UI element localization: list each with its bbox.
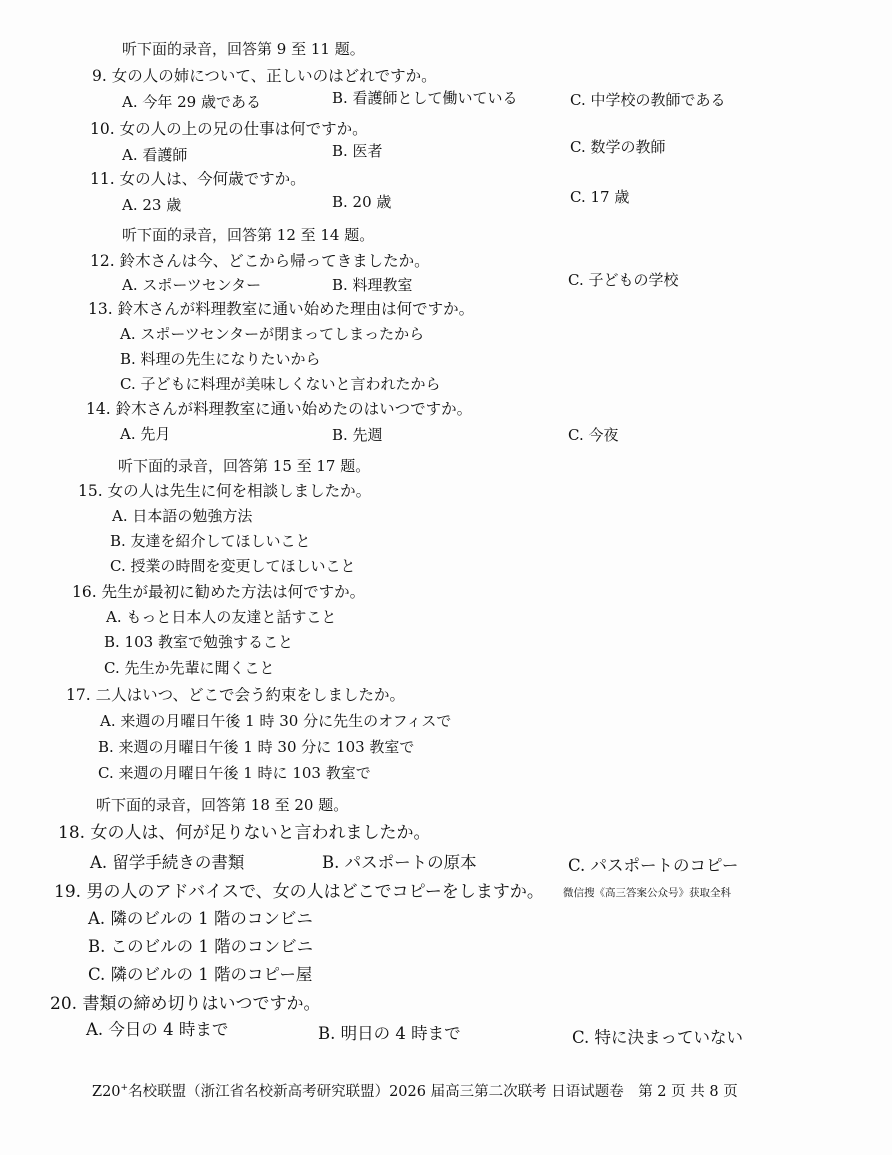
- option-a: A. 来週の月曜日午後 1 時 30 分に先生のオフィスで: [100, 712, 452, 730]
- option-c: C. 隣のビルの 1 階のコピー屋: [88, 965, 313, 984]
- option-a: A. 23 歳: [122, 196, 182, 214]
- page-footer: [92, 1085, 738, 1100]
- question-number: 13.: [88, 300, 113, 318]
- option-b: B. パスポートの原本: [322, 853, 477, 872]
- question-12: [90, 254, 430, 270]
- option-c: C. 子どもに料理が美味しくないと言われたから: [120, 375, 441, 393]
- question-number: 17.: [66, 686, 91, 704]
- option-b: B. 看護師として働いている: [332, 89, 518, 107]
- option-b: B. 103 教室で勉強すること: [104, 633, 293, 651]
- question-number: 20.: [50, 994, 78, 1014]
- option-c: C. 子どもの学校: [568, 271, 679, 289]
- question-number: 18.: [58, 823, 86, 843]
- option-b: B. 来週の月曜日午後 1 時 30 分に 103 教室で: [98, 738, 415, 756]
- option-c: C. パスポートのコピー: [568, 856, 739, 875]
- question-text: 女の人は、何が足りないと言われましたか。: [90, 823, 431, 843]
- question-19: [54, 884, 544, 901]
- option-c: C. 中学校の教師である: [570, 91, 726, 109]
- question-text: 鈴木さんが料理教室に通い始めた理由は何ですか。: [117, 300, 475, 318]
- option-a: A. 先月: [120, 425, 171, 443]
- option-b: B. 医者: [332, 142, 383, 160]
- footer-prefix: Z20: [92, 1084, 121, 1100]
- option-c: C. 今夜: [568, 426, 619, 444]
- option-a: A. 日本語の勉強方法: [112, 507, 253, 525]
- question-number: 16.: [72, 583, 97, 601]
- option-a: A. 今日の 4 時まで: [86, 1020, 229, 1039]
- question-20: [50, 996, 320, 1013]
- question-number: 14.: [86, 400, 111, 418]
- option-c: C. 授業の時間を変更してほしいこと: [110, 557, 356, 575]
- option-a: A. スポーツセンター: [122, 276, 262, 294]
- option-a: A. スポーツセンターが閉まってしまったから: [120, 325, 425, 343]
- option-b: B. 料理の先生になりたいから: [120, 350, 321, 368]
- question-10: [90, 122, 368, 138]
- question-number: 12.: [90, 252, 115, 270]
- question-text: 鈴木さんが料理教室に通い始めたのはいつですか。: [115, 400, 473, 418]
- question-number: 11.: [90, 170, 115, 188]
- question-text: 先生が最初に勧めた方法は何ですか。: [101, 583, 366, 601]
- option-b: B. 先週: [332, 426, 383, 444]
- question-13: [88, 302, 474, 318]
- section-instruction: 听下面的录音，回答第 15 至 17 题。: [118, 457, 371, 475]
- option-b: B. このビルの 1 階のコンビニ: [88, 937, 314, 956]
- option-c: C. 17 歳: [570, 188, 630, 206]
- option-b: B. 20 歳: [332, 193, 392, 211]
- question-number: 19.: [54, 882, 82, 902]
- watermark-note: 微信搜《高三答案公众号》获取全科: [563, 887, 731, 899]
- option-c: C. 数学の教師: [570, 138, 666, 156]
- question-number: 9.: [92, 67, 107, 85]
- question-14: [86, 402, 472, 418]
- question-9: [92, 69, 437, 85]
- option-a: A. 留学手続きの書類: [90, 853, 245, 872]
- question-text: 男の人のアドバイスで、女の人はどこでコピーをしますか。: [86, 882, 544, 902]
- option-c: C. 来週の月曜日午後 1 時に 103 教室で: [98, 764, 371, 782]
- question-text: 鈴木さんは今、どこから帰ってきましたか。: [119, 252, 430, 270]
- question-17: [66, 688, 405, 704]
- footer-sup: +: [120, 1083, 129, 1094]
- option-b: B. 明日の 4 時まで: [318, 1024, 461, 1043]
- option-a: A. もっと日本人の友達と話すこと: [106, 608, 337, 626]
- section-instruction: 听下面的录音，回答第 9 至 11 题。: [122, 40, 365, 58]
- question-text: 二人はいつ、どこで会う約束をしましたか。: [95, 686, 405, 704]
- question-text: 女の人の上の兄の仕事は何ですか。: [119, 120, 368, 138]
- option-b: B. 友達を紹介してほしいこと: [110, 532, 311, 550]
- question-text: 女の人は先生に何を相談しましたか。: [107, 482, 372, 500]
- option-b: B. 料理教室: [332, 276, 413, 294]
- question-15: [78, 484, 371, 500]
- question-number: 10.: [90, 120, 115, 138]
- option-a: A. 看護師: [122, 146, 188, 164]
- question-text: 書類の締め切りはいつですか。: [82, 994, 321, 1014]
- option-a: A. 今年 29 歳である: [122, 93, 261, 111]
- question-18: [58, 825, 430, 842]
- question-number: 15.: [78, 482, 103, 500]
- section-instruction: 听下面的录音，回答第 12 至 14 题。: [122, 226, 375, 244]
- question-text: 女の人の姉について、正しいのはどれですか。: [111, 67, 437, 85]
- option-c: C. 先生か先輩に聞くこと: [104, 659, 275, 677]
- option-a: A. 隣のビルの 1 階のコンビニ: [88, 909, 313, 928]
- question-text: 女の人は、今何歳ですか。: [119, 170, 306, 188]
- footer-text: 名校联盟（浙江省名校新高考研究联盟）2026 届高三第二次联考 日语试题卷 第 2 页 共 8 页: [128, 1084, 738, 1100]
- question-16: [72, 585, 365, 601]
- option-c: C. 特に決まっていない: [572, 1028, 744, 1047]
- question-11: [90, 172, 306, 188]
- section-instruction: 听下面的录音，回答第 18 至 20 题。: [96, 796, 349, 814]
